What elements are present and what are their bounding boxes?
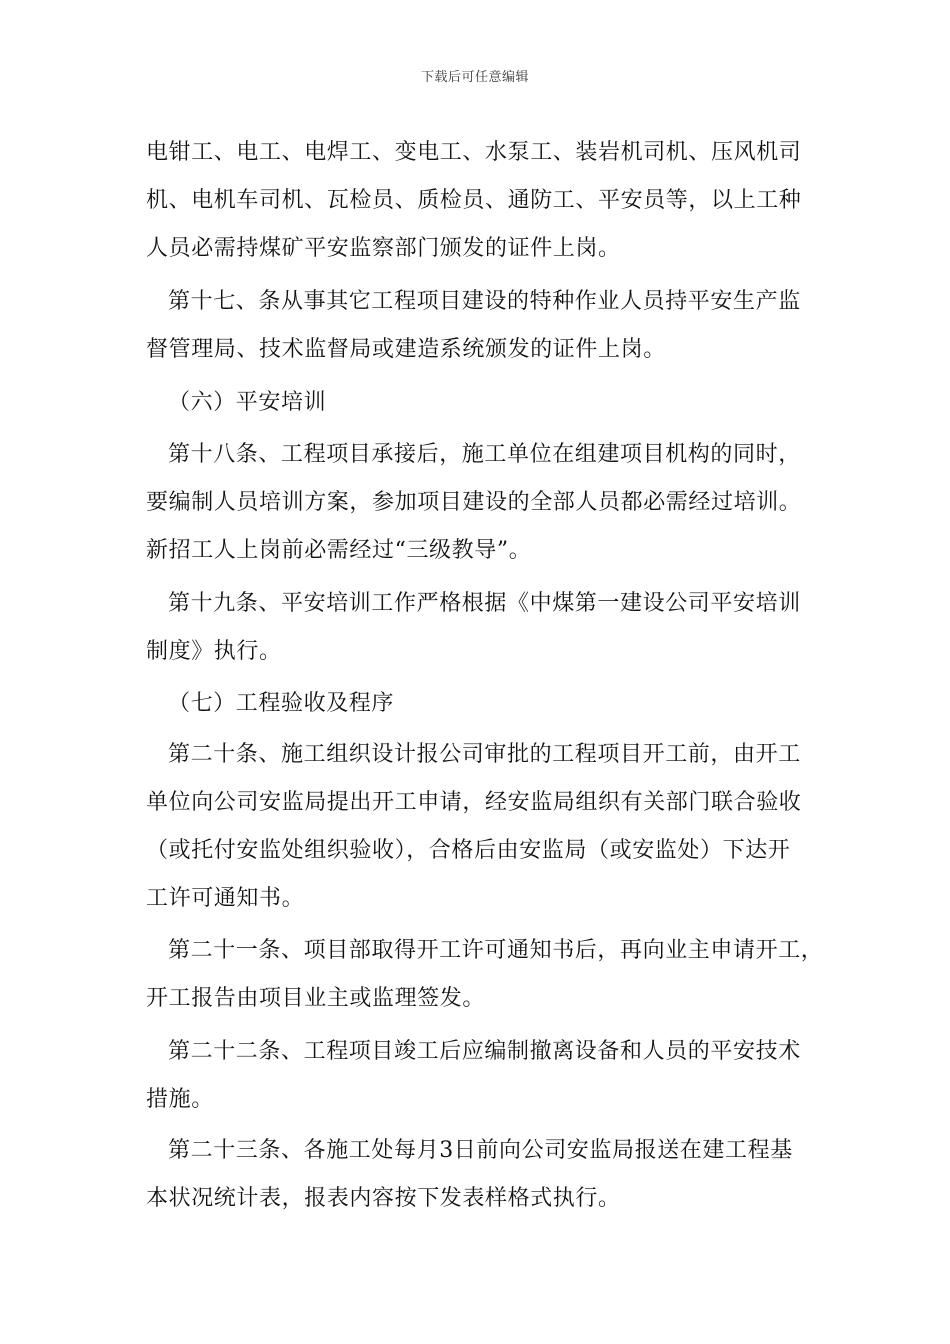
- text-line: 第二十二条、工程项目竣工后应编制撤离设备和人员的平安技术: [168, 1039, 801, 1064]
- text-line: 第二十一条、项目部取得开工许可通知书后，再向业主申请开工，: [168, 938, 824, 963]
- text-line: （或托付安监处组织验收），合格后由安监局（或安监处）下达开: [146, 838, 791, 863]
- text-line: 本状况统计表，报表内容按下发表样格式执行。: [146, 1186, 621, 1211]
- text-line: 机、电机车司机、瓦检员、质检员、通防工、平安员等，以上工种: [146, 188, 802, 213]
- text-line: 第十七、条从事其它工程项目建设的特种作业人员持平安生产监: [168, 289, 801, 314]
- page-header: 下载后可任意编辑: [420, 70, 529, 85]
- text-line: 工许可通知书。: [146, 886, 305, 911]
- text-line: 要编制人员培训方案，参加项目建设的全部人员都必需经过培训。: [146, 490, 802, 515]
- text-line: 第二十三条、各施工处每月3日前向公司安监局报送在建工程基: [168, 1138, 793, 1163]
- section-heading: （七）工程验收及程序: [168, 691, 395, 716]
- text-line: 开工报告由项目业主或监理签发。: [146, 986, 486, 1011]
- text-line: 措施。: [146, 1087, 214, 1112]
- text-line: 制度》执行。: [146, 639, 282, 664]
- section-heading: （六）平安培训: [168, 390, 327, 415]
- text-line: 新招工人上岗前必需经过“三级教导”。: [146, 538, 532, 563]
- text-line: 第二十条、施工组织设计报公司审批的工程项目开工前，由开工: [168, 742, 801, 767]
- text-line: 督管理局、技术监督局或建造系统颁发的证件上岗。: [146, 337, 666, 362]
- text-line: 人员必需持煤矿平安监察部门颁发的证件上岗。: [146, 236, 621, 261]
- text-line: 第十九条、平安培训工作严格根据《中煤第一建设公司平安培训: [168, 591, 801, 616]
- text-line: 电钳工、电工、电焊工、变电工、水泵工、装岩机司机、压风机司: [146, 140, 802, 165]
- text-line: 单位向公司安监局提出开工申请，经安监局组织有关部门联合验收: [146, 790, 802, 815]
- text-line: 第十八条、工程项目承接后，施工单位在组建项目机构的同时，: [168, 442, 801, 467]
